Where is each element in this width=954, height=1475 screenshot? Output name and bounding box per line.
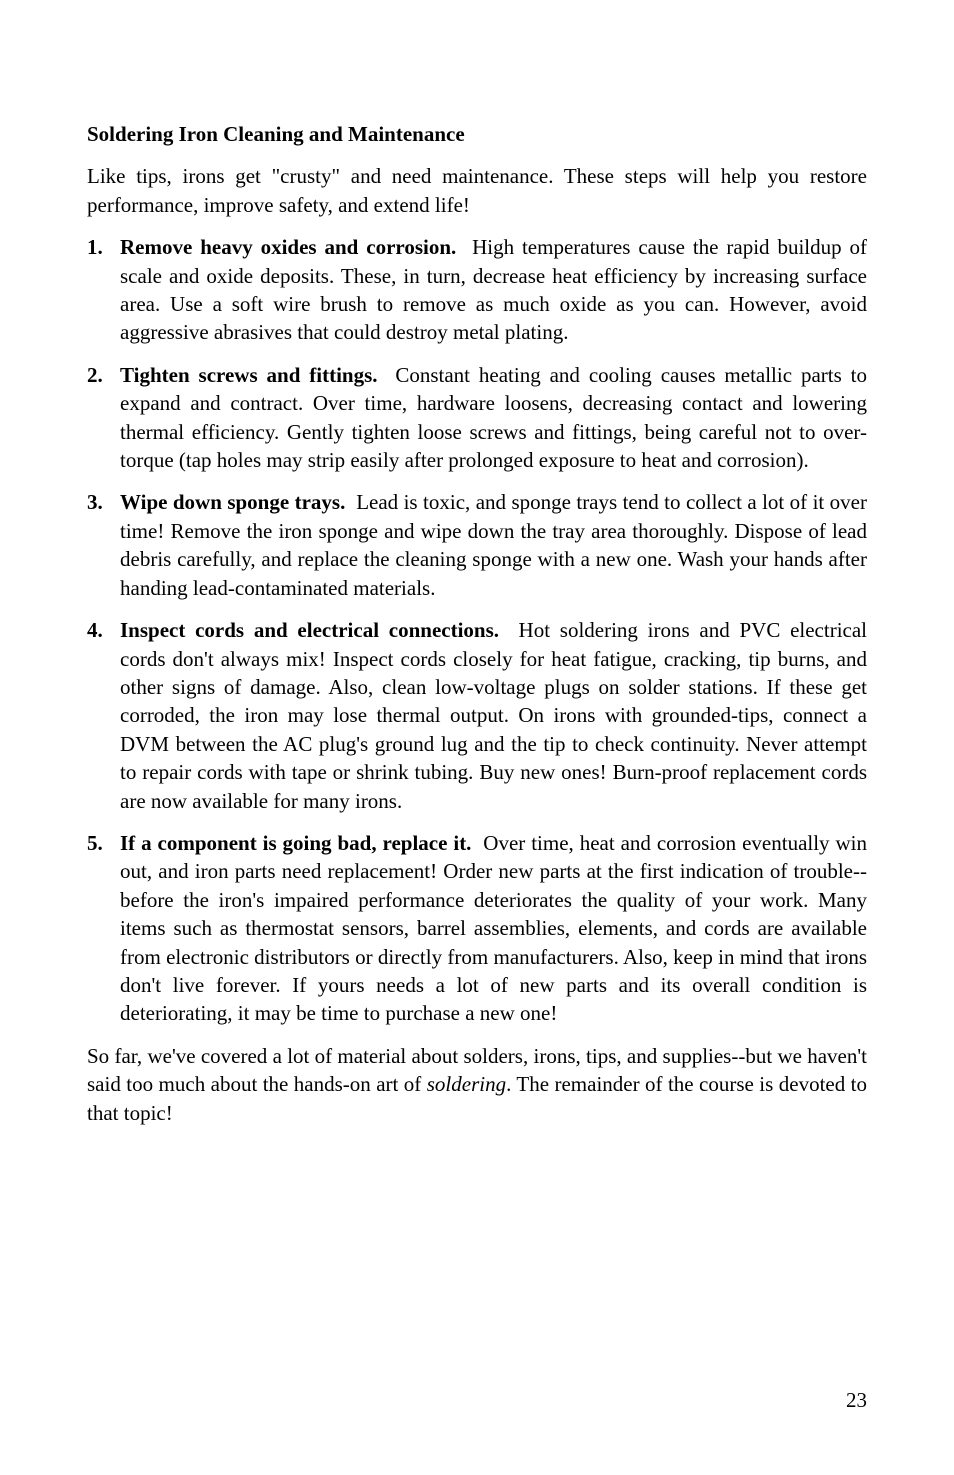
step-number: 3. <box>87 490 103 515</box>
list-item <box>87 616 867 815</box>
list-item <box>87 488 867 602</box>
step-number: 4. <box>87 618 103 643</box>
list-item <box>87 361 867 475</box>
step-body: Constant heating and cooling causes metallic parts to expand and contract. Over time, hardware loosens, decreasing contact and lowering thermal efficiency. Gently tighten loose screws and fittings, being careful not to over-torque (tap holes may strip easily after prolonged exposure to heat and corrosion). <box>120 362 867 473</box>
intro-paragraph: Like tips, irons get "crusty" and need maintenance. These steps will help you restore performance, improve safety, and extend life! <box>87 164 867 217</box>
closing-emphasis: soldering <box>426 1072 507 1097</box>
page-number: 23 <box>846 1388 867 1412</box>
step-body: Over time, heat and corrosion eventually win out, and iron parts need replacement! Order new parts at the first indication of trouble--before the iron's impaired performance deteriorates the quality of your work. Many items such as thermostat sensors, barrel assemblies, elements, and cords are available from electronic distributors or directly from manufacturers. Also, keep in mind that irons don't live forever. If yours needs a lot of new parts and its overall condition is deteriorating, it may be time to purchase a new one! <box>120 830 867 1026</box>
list-item <box>87 829 867 1028</box>
step-body: High temperatures cause the rapid buildup of scale and oxide deposits. These, in turn, decrease heat efficiency by increasing surface area. Use a soft wire brush to remove as much oxide as you can. However, avoid aggressive abrasives that could destroy metal plating. <box>120 235 868 345</box>
page-body <box>87 120 867 1127</box>
step-title: Remove heavy oxides and corrosion. <box>120 235 457 260</box>
section-heading: Soldering Iron Cleaning and Maintenance <box>87 122 465 146</box>
step-title: If a component is going bad, replace it. <box>120 830 472 855</box>
step-number: 1. <box>87 235 103 260</box>
closing-text-end: . The remainder of the course is devoted to that topic! <box>87 1072 867 1125</box>
step-body: Lead is toxic, and sponge trays tend to collect a lot of it over time! Remove the iron sponge and wipe down the tray area thoroughly. Dispose of lead debris carefully, and replace the cleaning sponge with a new one. Wash your hands after handing lead-contaminated materials. <box>120 490 867 600</box>
step-body: Hot soldering irons and PVC electrical cords don't always mix! Inspect cords closely for heat fatigue, cracking, tip burns, and other signs of damage. Also, clean low-voltage plugs on solder stations. If these get corroded, the iron may lose thermal output. On irons with grounded-tips, connect a DVM between the AC plug's ground lug and the tip to check continuity. Never attempt to repair cords with tape or shrink tubing. Buy new ones! Burn-proof replacement cords are now available for many irons. <box>120 618 868 813</box>
closing-paragraph <box>87 1042 867 1127</box>
closing-text-start: So far, we've covered a lot of material about solders, irons, tips, and supplies--but we haven't said too much about the hands-on art of <box>87 1043 867 1097</box>
step-number: 5. <box>87 830 103 855</box>
step-title: Wipe down sponge trays. <box>120 490 346 515</box>
step-number: 2. <box>87 362 103 387</box>
maintenance-steps-list <box>87 233 867 1028</box>
step-title: Inspect cords and electrical connections. <box>120 618 500 643</box>
list-item <box>87 233 867 347</box>
step-title: Tighten screws and fittings. <box>120 362 378 387</box>
